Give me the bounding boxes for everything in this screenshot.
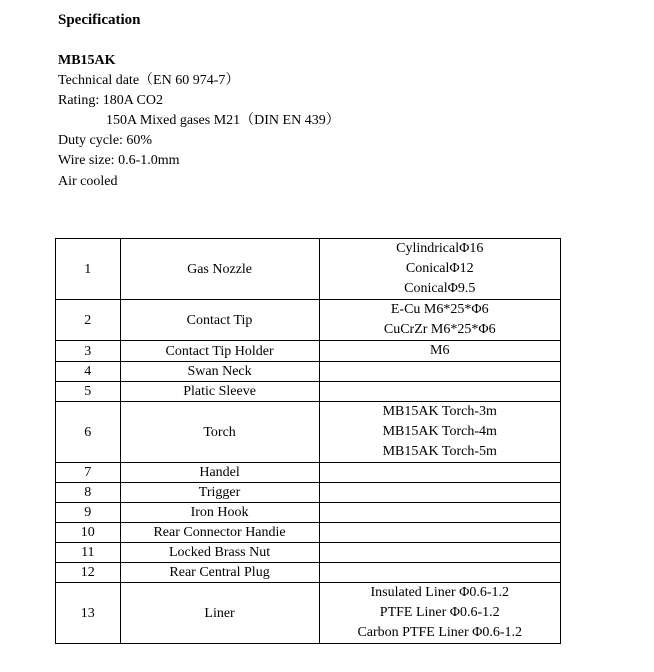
part-spec-item: PTFE Liner Φ0.6-1.2 bbox=[379, 605, 500, 620]
table-row bbox=[56, 543, 561, 563]
table-row bbox=[56, 563, 561, 583]
part-name: Contact Tip Holder bbox=[120, 341, 319, 362]
part-name: Rear Connector Handie bbox=[120, 523, 319, 543]
part-number: 3 bbox=[56, 341, 121, 362]
spec-wire-size: Wire size: 0.6-1.0mm bbox=[58, 153, 180, 168]
part-name: Handel bbox=[120, 463, 319, 483]
part-spec-item: ConicalΦ9.5 bbox=[404, 281, 476, 296]
part-number: 4 bbox=[56, 362, 121, 382]
part-spec bbox=[319, 362, 561, 382]
part-spec bbox=[319, 523, 561, 543]
part-spec bbox=[319, 382, 561, 402]
part-spec-item: CylindricalΦ16 bbox=[396, 241, 484, 256]
part-name: Iron Hook bbox=[120, 503, 319, 523]
part-spec-item: ConicalΦ12 bbox=[405, 261, 474, 276]
part-spec bbox=[319, 563, 561, 583]
part-spec bbox=[319, 402, 561, 463]
part-name: Rear Central Plug bbox=[120, 563, 319, 583]
part-spec-item: MB15AK Torch-3m bbox=[382, 404, 497, 419]
part-name: Torch bbox=[120, 402, 319, 463]
table-row bbox=[56, 583, 561, 644]
table-row bbox=[56, 382, 561, 402]
table-row bbox=[56, 341, 561, 362]
table-row bbox=[56, 503, 561, 523]
part-spec-item: MB15AK Torch-4m bbox=[382, 424, 497, 439]
part-name: Liner bbox=[120, 583, 319, 644]
table-row bbox=[56, 300, 561, 341]
part-number: 2 bbox=[56, 300, 121, 341]
part-spec bbox=[319, 341, 561, 362]
parts-table bbox=[55, 238, 561, 644]
part-spec bbox=[319, 300, 561, 341]
part-spec bbox=[319, 583, 561, 644]
part-name: Platic Sleeve bbox=[120, 382, 319, 402]
part-number: 10 bbox=[56, 523, 121, 543]
part-spec bbox=[319, 239, 561, 300]
part-number: 13 bbox=[56, 583, 121, 644]
part-spec-item: Insulated Liner Φ0.6-1.2 bbox=[370, 585, 510, 600]
part-number: 9 bbox=[56, 503, 121, 523]
spec-technical-date: Technical date（EN 60 974-7） bbox=[58, 73, 240, 88]
parts-table-body bbox=[56, 239, 561, 644]
spec-rating: Rating: 180A CO2 bbox=[58, 93, 164, 108]
part-spec-item: E-Cu M6*25*Φ6 bbox=[390, 302, 489, 317]
table-row bbox=[56, 362, 561, 382]
part-spec bbox=[319, 543, 561, 563]
page-title: Specification bbox=[58, 12, 141, 28]
model-name: MB15AK bbox=[58, 53, 116, 68]
part-number: 1 bbox=[56, 239, 121, 300]
spec-rating-mixed-gases: 150A Mixed gases M21（DIN EN 439） bbox=[106, 113, 340, 128]
part-spec bbox=[319, 483, 561, 503]
part-spec-item: Carbon PTFE Liner Φ0.6-1.2 bbox=[357, 625, 523, 640]
part-name: Trigger bbox=[120, 483, 319, 503]
part-number: 8 bbox=[56, 483, 121, 503]
part-name: Locked Brass Nut bbox=[120, 543, 319, 563]
part-spec-item: CuCrZr M6*25*Φ6 bbox=[383, 322, 496, 337]
part-name: Contact Tip bbox=[120, 300, 319, 341]
part-spec bbox=[319, 463, 561, 483]
part-number: 12 bbox=[56, 563, 121, 583]
part-name: Swan Neck bbox=[120, 362, 319, 382]
part-number: 11 bbox=[56, 543, 121, 563]
part-number: 7 bbox=[56, 463, 121, 483]
spec-duty-cycle: Duty cycle: 60% bbox=[58, 133, 153, 148]
table-row bbox=[56, 483, 561, 503]
part-spec-item: MB15AK Torch-5m bbox=[382, 444, 497, 459]
part-name: Gas Nozzle bbox=[120, 239, 319, 300]
table-row bbox=[56, 402, 561, 463]
spec-cooling: Air cooled bbox=[58, 174, 118, 189]
table-row bbox=[56, 523, 561, 543]
part-spec-item: M6 bbox=[430, 343, 450, 358]
part-number: 6 bbox=[56, 402, 121, 463]
part-number: 5 bbox=[56, 382, 121, 402]
table-row bbox=[56, 463, 561, 483]
part-spec bbox=[319, 503, 561, 523]
table-row bbox=[56, 239, 561, 300]
